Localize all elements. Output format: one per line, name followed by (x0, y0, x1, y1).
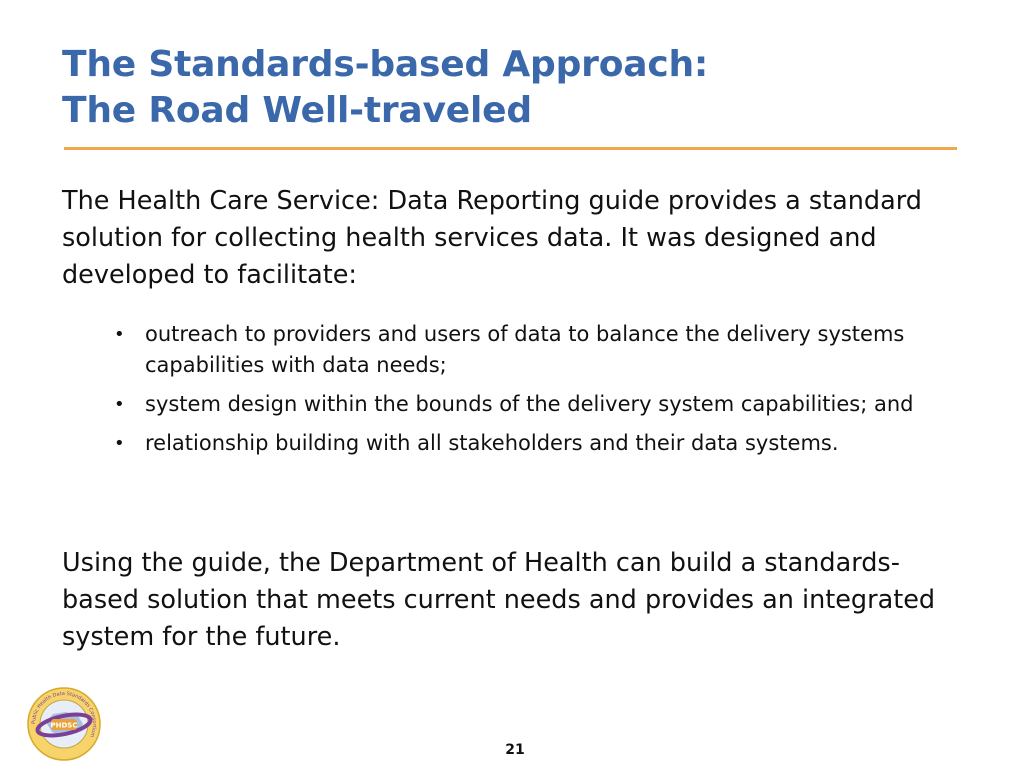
slide-title (62, 42, 708, 134)
phdsc-logo (26, 686, 102, 762)
bullet-text: outreach to providers and users of data to balance the delivery systems capabilities with data needs; (145, 322, 905, 377)
intro-paragraph: The Health Care Service: Data Reporting guide provides a standard solution for collecting health services data. It was designed and developed to facilitate: (62, 186, 922, 290)
bullet-list (112, 319, 972, 467)
slide-title-line-2: The Road Well-traveled (62, 90, 532, 131)
bullet-dot-icon: • (114, 394, 125, 415)
page-number: 21 (505, 742, 525, 758)
logo-ring-text: Public Health Data Standards Consortium (30, 690, 98, 739)
logo-label: PHDSC (50, 721, 78, 730)
closing-paragraph: Using the guide, the Department of Health can build a standards-based solution that meets current needs and provides an integrated system for the future. (62, 548, 936, 652)
slide-title-line-1: The Standards-based Approach: (62, 44, 709, 85)
bullet-dot-icon: • (114, 324, 125, 345)
bullet-item (112, 428, 972, 459)
bullet-dot-icon: • (114, 433, 125, 454)
title-divider (64, 147, 957, 150)
bullet-item (112, 389, 972, 420)
bullet-text: relationship building with all stakeholders and their data systems. (145, 431, 839, 455)
bullet-text: system design within the bounds of the delivery system capabilities; and (145, 392, 914, 416)
bullet-item (112, 319, 972, 381)
